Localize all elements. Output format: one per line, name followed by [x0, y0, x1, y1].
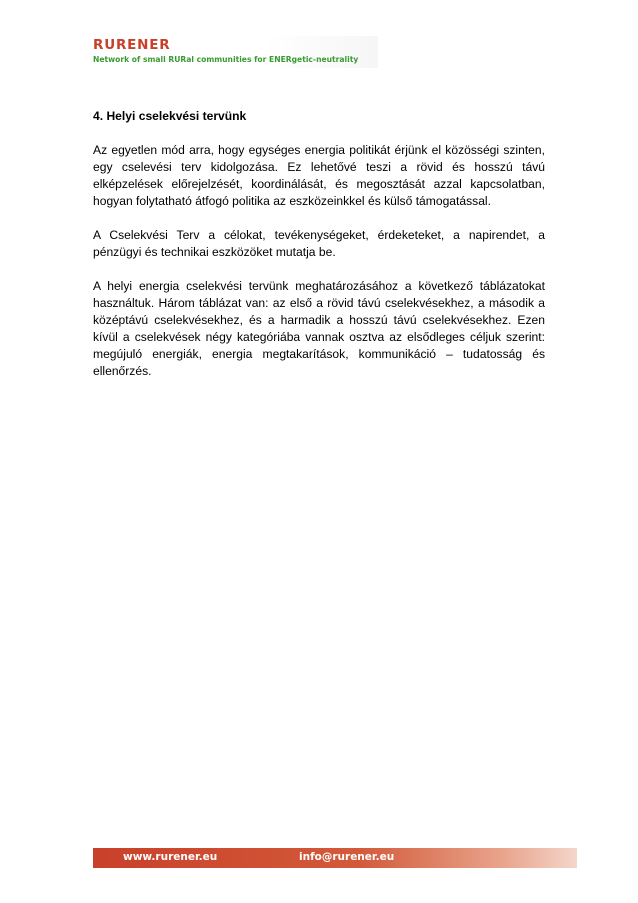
paragraph-2: A Cselekvési Terv a célokat, tevékenységeket, érdeketeket, a napirendet, a pénzügyi és technikai eszközöket mutatja be. — [93, 228, 545, 259]
section-title: 4. Helyi cselekvési tervünk — [93, 109, 247, 123]
paragraph-1: Az egyetlen mód arra, hogy egységes energia politikát érjünk el közösségi szinten, egy cselevési terv kidolgozása. Ez lehetővé teszi a rövid és hosszú távú elképzelések előrejelzését, koordinálását, és megosztását azzal kapcsolatban, hogyan folytatható átfogó politika az eszközeinkkel és külső támogatással. — [93, 143, 545, 208]
document-body — [93, 108, 545, 397]
footer-website[interactable]: www.rurener.eu — [123, 851, 218, 863]
footer-email[interactable]: info@rurener.eu — [299, 851, 395, 863]
brand-tagline: Network of small RURal communities for ENERgetic-neutrality — [93, 55, 359, 64]
footer-bar — [93, 848, 577, 868]
header-logo — [93, 36, 378, 68]
paragraph-3: A helyi energia cselekvési tervünk meghatározásához a következő táblázatokat használtuk. Három táblázat van: az első a rövid távú cselekvésekhez, a második a középtávú cselekvésekhez, és a harmadik a hosszú távú cselekvésekhez. Ezen kívül a cselekvések négy kategóriába vannak osztva az elsődleges céljuk szerint: megújuló energiák, energia megtakarítások, kommunikáció – tudatosság és ellenőrzés. — [93, 279, 545, 378]
brand-name: RURENER — [93, 37, 171, 53]
